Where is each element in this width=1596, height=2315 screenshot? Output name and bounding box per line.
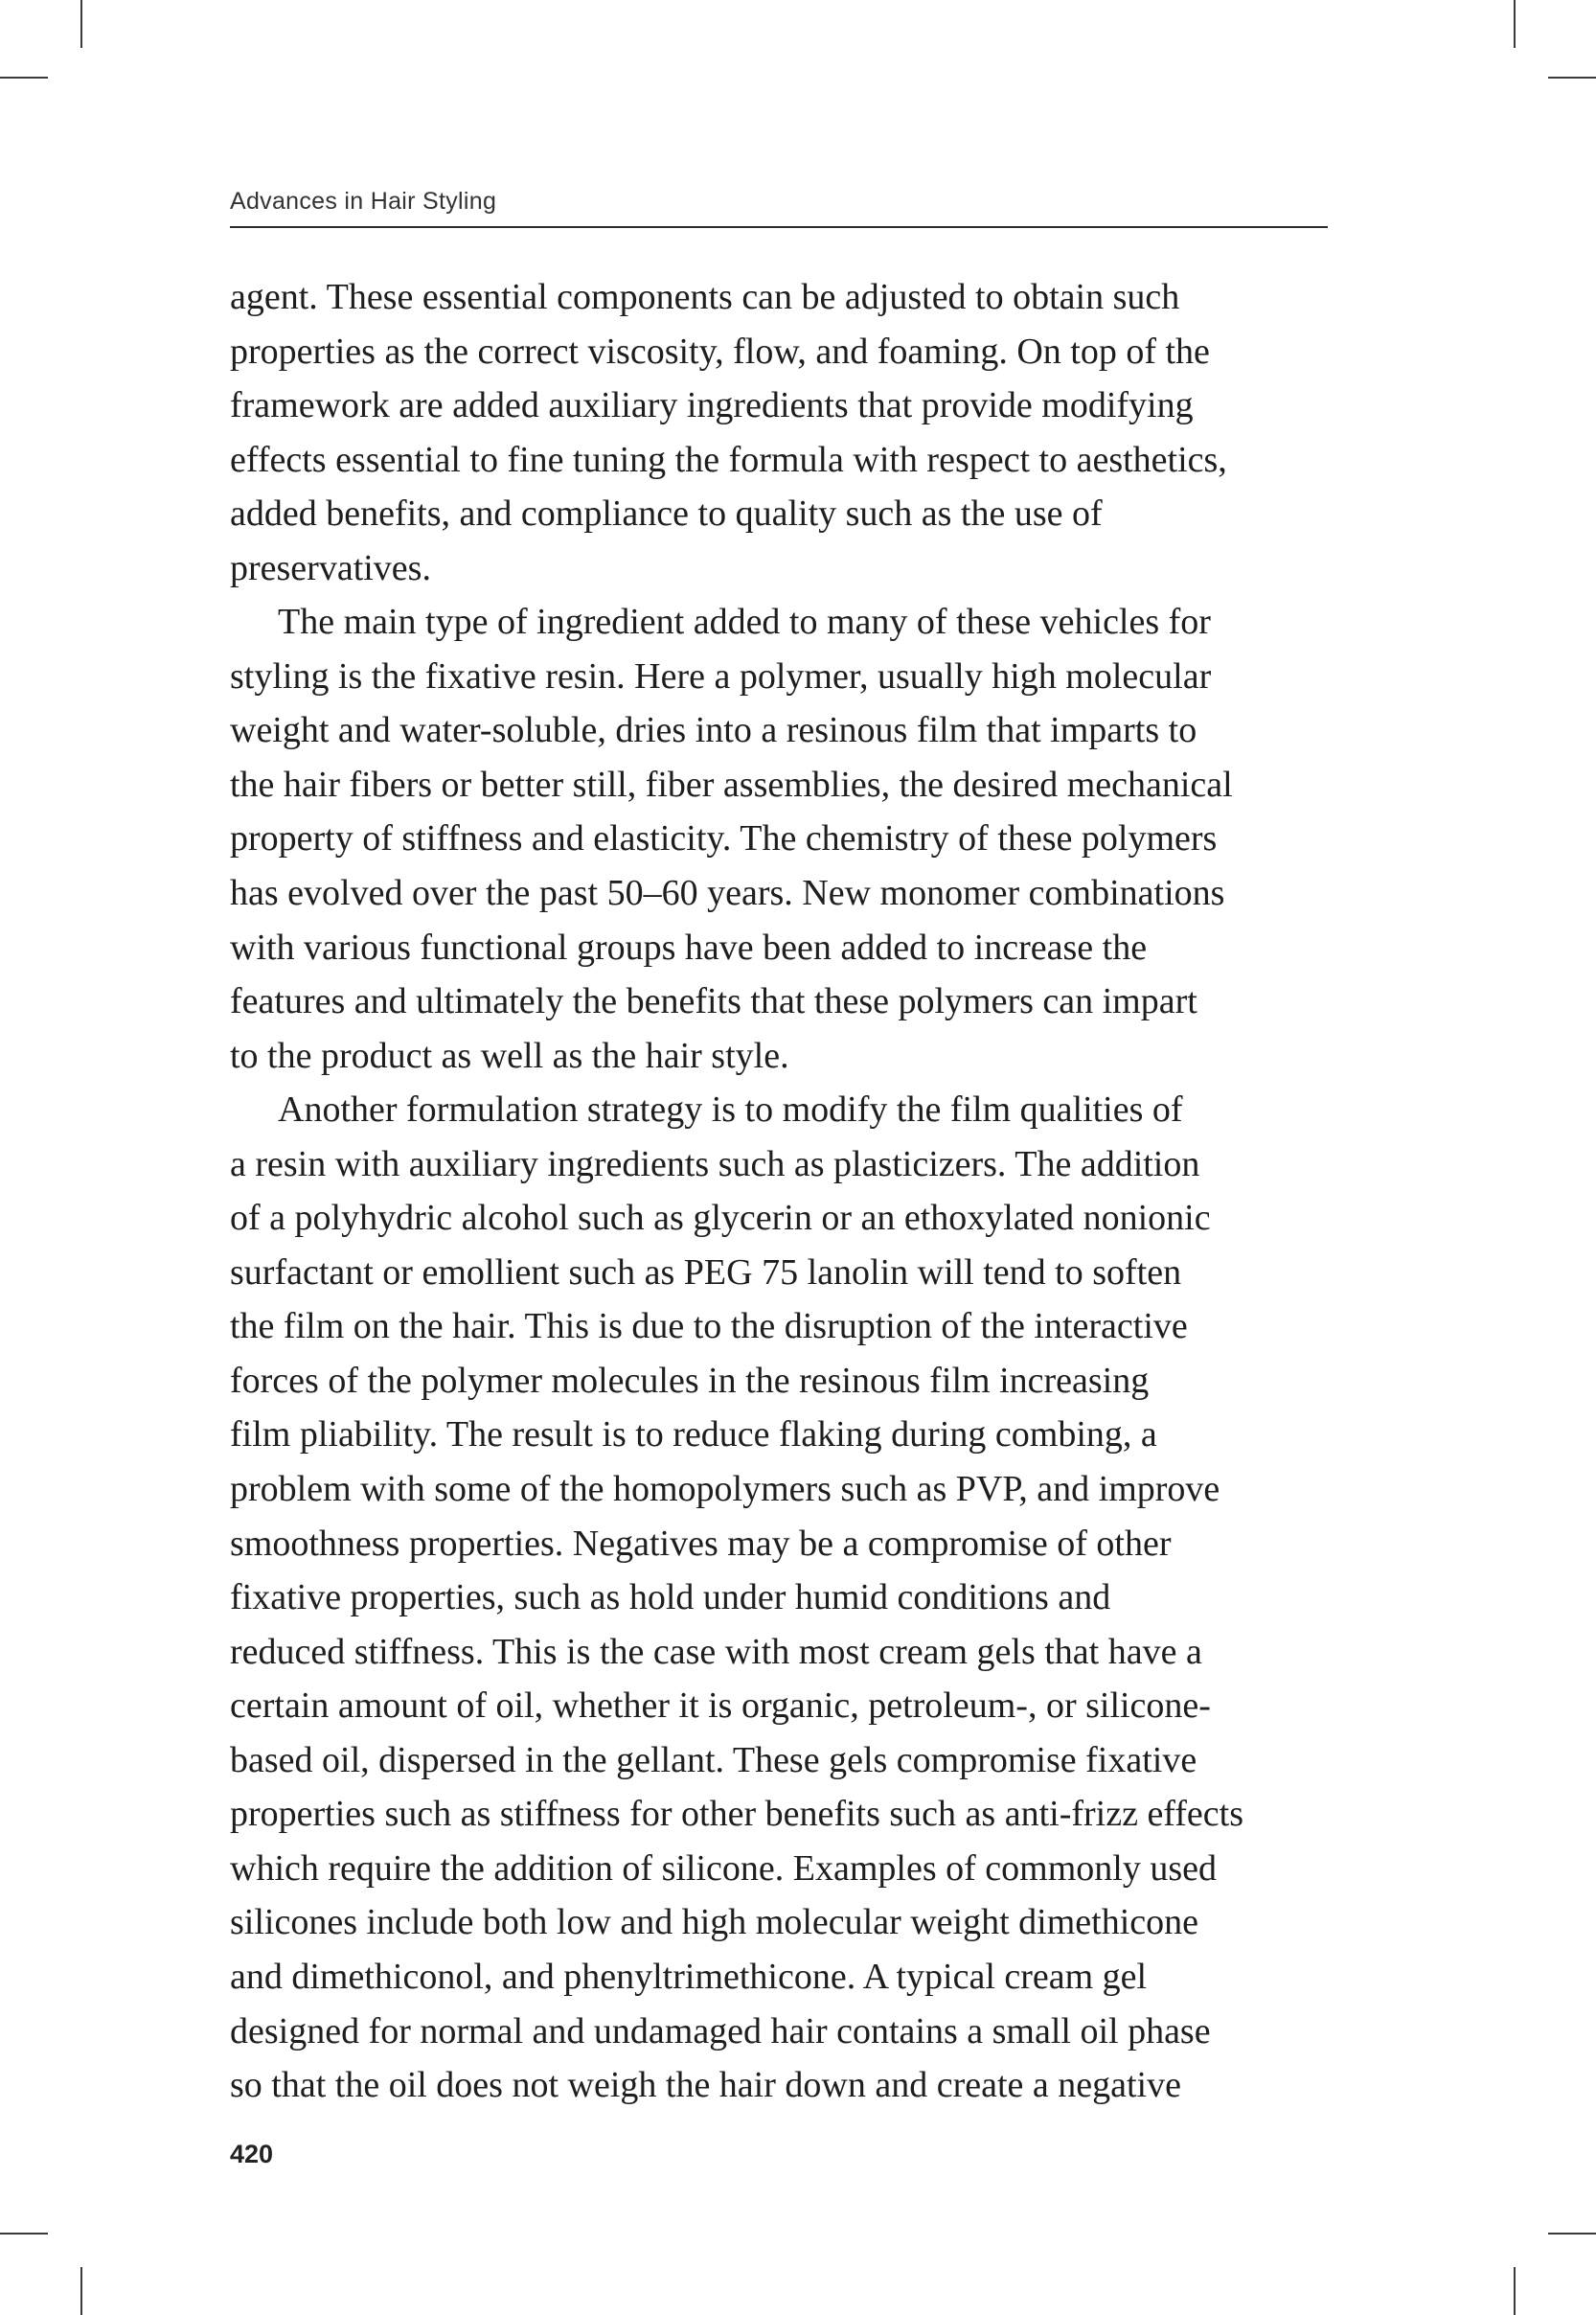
crop-mark-top-left-horizontal [0, 77, 48, 79]
crop-mark-bottom-left-vertical [80, 2267, 82, 2315]
text-line: styling is the fixative resin. Here a polymer, usually high molecular [230, 655, 1212, 697]
text-line: preservatives. [230, 547, 431, 588]
text-line: property of stiffness and elasticity. The chemistry of these polymers [230, 818, 1218, 860]
text-line: effects essential to fine tuning the formula with respect to aesthetics, [230, 439, 1227, 480]
text-line: reduced stiffness. This is the case with most cream gels that have a [230, 1631, 1202, 1672]
text-line: forces of the polymer molecules in the resinous film increasing [230, 1360, 1150, 1401]
text-line: designed for normal and undamaged hair contains a small oil phase [230, 2010, 1211, 2051]
text-line: features and ultimately the benefits that these polymers can impart [230, 981, 1197, 1022]
text-line: certain amount of oil, whether it is organic, petroleum-, or silicone- [230, 1685, 1211, 1727]
text-line: the film on the hair. This is due to the disruption of the interactive [230, 1306, 1188, 1347]
text-line: framework are added auxiliary ingredients that provide modifying [230, 385, 1194, 426]
page-number: 420 [230, 2140, 274, 2168]
crop-mark-top-right-horizontal [1548, 77, 1596, 79]
text-line: added benefits, and compliance to quality such as the use of [230, 493, 1103, 535]
running-head: Advances in Hair Styling [230, 188, 1328, 228]
crop-mark-bottom-left-horizontal [0, 2233, 48, 2235]
text-line: a resin with auxiliary ingredients such as plasticizers. The addition [230, 1143, 1200, 1184]
crop-mark-top-right-vertical [1514, 0, 1516, 48]
paragraph-3 [230, 1083, 1332, 2112]
paragraph-1 [230, 270, 1332, 595]
crop-mark-bottom-right-vertical [1514, 2267, 1516, 2315]
text-line: of a polyhydric alcohol such as glycerin or an ethoxylated nonionic [230, 1198, 1211, 1239]
text-line: the hair fibers or better still, fiber assemblies, the desired mechanical [230, 764, 1233, 805]
text-line: has evolved over the past 50–60 years. New monomer combinations [230, 873, 1225, 914]
text-line: properties as the correct viscosity, flow, and foaming. On top of the [230, 331, 1210, 372]
text-line: so that the oil does not weigh the hair down and create a negative [230, 2065, 1181, 2106]
text-line: The main type of ingredient added to many of these vehicles for [278, 602, 1211, 643]
text-line: film pliability. The result is to reduce flaking during combing, a [230, 1414, 1157, 1455]
paragraph-2 [230, 595, 1332, 1083]
body-text [230, 270, 1332, 2113]
text-line: smoothness properties. Negatives may be a compromise of other [230, 1523, 1172, 1564]
text-line: properties such as stiffness for other benefits such as anti-frizz effects [230, 1794, 1244, 1835]
text-line: which require the addition of silicone. Examples of commonly used [230, 1847, 1217, 1889]
text-line: problem with some of the homopolymers such as PVP, and improve [230, 1469, 1220, 1510]
text-line: weight and water-soluble, dries into a resinous film that imparts to [230, 710, 1197, 751]
text-line: with various functional groups have been added to increase the [230, 927, 1148, 968]
crop-mark-top-left-vertical [80, 0, 82, 48]
text-line: silicones include both low and high molecular weight dimethicone [230, 1902, 1198, 1943]
crop-mark-bottom-right-horizontal [1548, 2233, 1596, 2235]
text-line: Another formulation strategy is to modify the film qualities of [278, 1089, 1183, 1131]
text-line: fixative properties, such as hold under humid conditions and [230, 1577, 1111, 1618]
text-line: agent. These essential components can be adjusted to obtain such [230, 277, 1180, 317]
text-line: and dimethiconol, and phenyltrimethicone. A typical cream gel [230, 1956, 1148, 1997]
text-line: surfactant or emollient such as PEG 75 lanolin will tend to soften [230, 1251, 1182, 1293]
text-line: to the product as well as the hair style. [230, 1035, 789, 1076]
text-line: based oil, dispersed in the gellant. These gels compromise fixative [230, 1739, 1197, 1780]
